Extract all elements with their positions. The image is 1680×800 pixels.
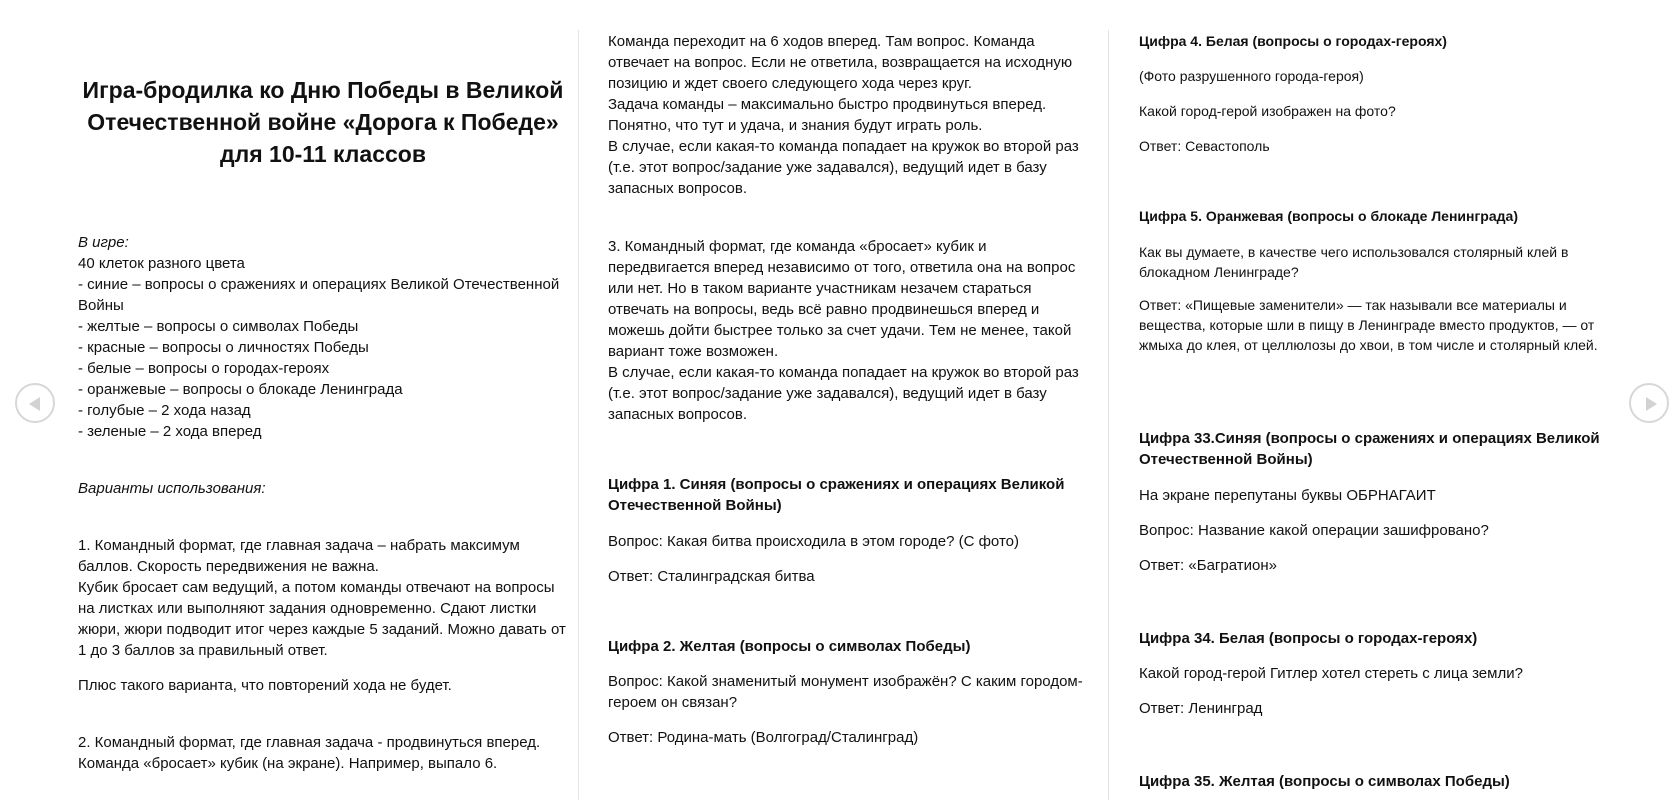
question-note: (Фото разрушенного города-героя)	[1139, 68, 1364, 84]
column-divider	[578, 30, 579, 800]
prev-slide-button[interactable]	[15, 383, 55, 423]
page-column-1	[78, 0, 568, 800]
variant-1-paragraph: Кубик бросает сам ведущий, а потом команды отвечают на вопросы на листках или выполняют задания одновременно. Сдают листки жюри, жюри подводит итог через каждые 5 заданий. Можно давать от 1 до 3 баллов за правильный ответ.	[78, 579, 566, 659]
list-item: - желтые – вопросы о символах Победы	[78, 318, 359, 335]
intro-section	[78, 232, 568, 442]
question-heading: Цифра 4. Белая (вопросы о городах-героях)	[1139, 33, 1447, 49]
intro-label: В игре:	[78, 234, 129, 251]
answer-text: Ответ: Сталинградская битва	[608, 568, 815, 585]
chevron-right-icon	[1646, 397, 1657, 411]
question-text: Вопрос: Какой знаменитый монумент изображён? С каким городом-героем он связан?	[608, 673, 1083, 711]
answer-text: Ответ: Родина-мать (Волгоград/Сталинград)	[608, 729, 919, 746]
answer-text: Ответ: «Багратион»	[1139, 557, 1277, 574]
question-text: Какой город-герой изображен на фото?	[1139, 103, 1396, 119]
intro-cells: 40 клеток разного цвета	[78, 255, 245, 272]
chevron-left-icon	[29, 397, 40, 411]
question-heading: Цифра 35. Желтая (вопросы о символах Победы)	[1139, 773, 1510, 790]
question-text: Вопрос: Название какой операции зашифровано?	[1139, 522, 1489, 539]
answer-text: Ответ: Ленинград	[1139, 700, 1263, 717]
variant-2-paragraph: Команда переходит на 6 ходов вперед. Там вопрос. Команда отвечает на вопрос. Если не ответила, возвращается на исходную позицию и ждет своего следующего хода через круг.	[608, 33, 1073, 92]
question-heading: Цифра 5. Оранжевая (вопросы о блокаде Ленинграда)	[1139, 208, 1518, 224]
variant-2-paragraph: 2. Командный формат, где главная задача - продвинуться вперед. Команда «бросает» кубик (на экране). Например, выпало 6.	[78, 734, 541, 772]
variant-3-paragraph: 3. Командный формат, где команда «бросает» кубик и передвигается вперед независимо от того, ответила она на вопрос или нет. Но в таком варианте участникам незачем стараться отвечать на вопросы, ведь всё равно продвинешься вперед и можешь дойти быстрее только за счет удачи. Тем не менее, такой вариант тоже возможен.	[608, 238, 1076, 360]
next-slide-button[interactable]	[1629, 383, 1669, 423]
question-text: Вопрос: Какая битва происходила в этом городе? (С фото)	[608, 533, 1019, 550]
question-heading: Цифра 33.Синяя (вопросы о сражениях и операциях Великой Отечественной Войны)	[1139, 430, 1600, 468]
variant-3-paragraph: В случае, если какая-то команда попадает на кружок во второй раз (т.е. этот вопрос/задание уже задавался), ведущий идет в базу запасных вопросов.	[608, 364, 1079, 423]
variant-2-paragraph: Задача команды – максимально быстро продвинуться вперед. Понятно, что тут и удача, и знания будут играть роль.	[608, 96, 1047, 134]
list-item: - синие – вопросы о сражениях и операциях Великой Отечественной Войны	[78, 276, 560, 314]
answer-text: Ответ: «Пищевые заменители» — так называли все материалы и вещества, которые шли в пищу в Ленинграде вместо продуктов, — от жмыха до клея, от целлюлозы до хвои, в том числе и столярный клей.	[1139, 297, 1598, 353]
list-item: - голубые – 2 хода назад	[78, 402, 251, 419]
page-title: Игра-бродилка ко Дню Победы в Великой Отечественной войне «Дорога к Победе» для 10-11 классов	[82, 77, 564, 167]
column-divider	[1108, 30, 1109, 800]
list-item: - оранжевые – вопросы о блокаде Ленинграда	[78, 381, 403, 398]
variant-1-paragraph: 1. Командный формат, где главная задача – набрать максимум баллов. Скорость передвижения не важна.	[78, 537, 520, 575]
answer-text: Ответ: Севастополь	[1139, 138, 1270, 154]
question-text: Какой город-герой Гитлер хотел стереть с лица земли?	[1139, 665, 1523, 682]
variant-1-paragraph: Плюс такого варианта, что повторений хода не будет.	[78, 677, 452, 694]
question-heading: Цифра 1. Синяя (вопросы о сражениях и операциях Великой Отечественной Войны)	[608, 476, 1065, 514]
page-column-3	[1139, 0, 1609, 800]
variant-2-paragraph: В случае, если какая-то команда попадает на кружок во второй раз (т.е. этот вопрос/задание уже задавался), ведущий идет в базу запасных вопросов.	[608, 138, 1079, 197]
page-column-2	[608, 0, 1088, 800]
question-note: На экране перепутаны буквы ОБРНАГАИТ	[1139, 487, 1436, 504]
question-text: Как вы думаете, в качестве чего использовался столярный клей в блокадном Ленинграде?	[1139, 244, 1569, 280]
list-item: - красные – вопросы о личностях Победы	[78, 339, 369, 356]
question-heading: Цифра 34. Белая (вопросы о городах-героях)	[1139, 630, 1478, 647]
variants-label: Варианты использования:	[78, 480, 266, 497]
list-item: - белые – вопросы о городах-героях	[78, 360, 330, 377]
question-heading: Цифра 2. Желтая (вопросы о символах Победы)	[608, 638, 971, 655]
list-item: - зеленые – 2 хода вперед	[78, 423, 262, 440]
